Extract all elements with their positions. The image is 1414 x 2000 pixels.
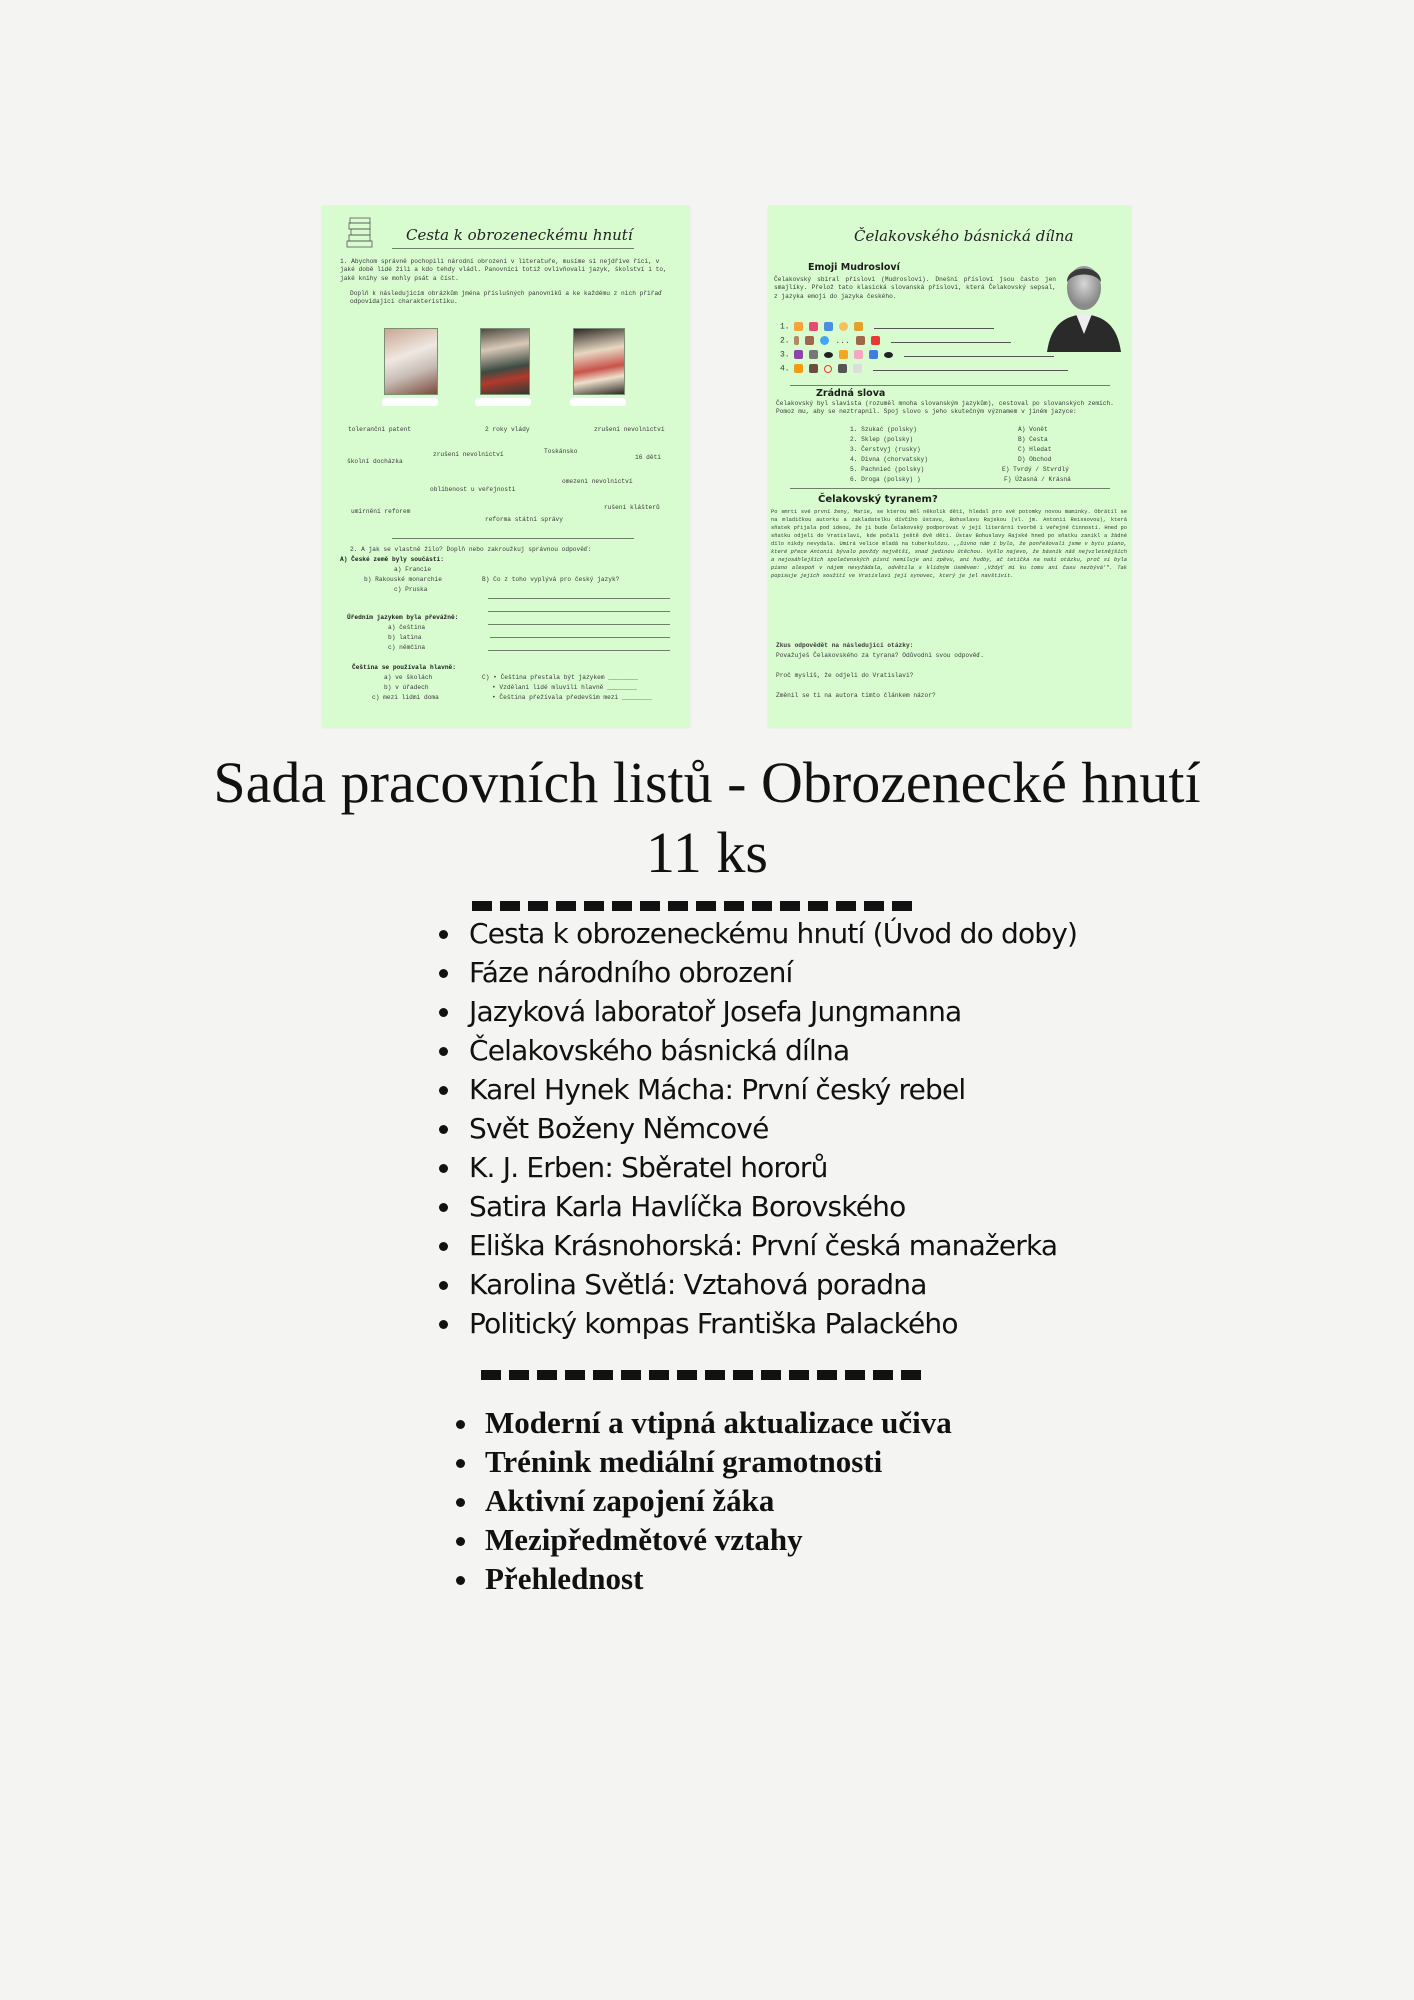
list-item: • Karolina Světlá: Vztahová poradna bbox=[463, 1265, 1077, 1304]
question-official-label: Úředním jazykem byla převážně: bbox=[347, 614, 459, 621]
list-item: • Satira Karla Havlíčka Borovského bbox=[463, 1187, 1077, 1226]
emoji-proverb-row: 1. bbox=[780, 322, 994, 333]
questions-heading: Zkus odpovědět na následující otázky: bbox=[776, 642, 914, 649]
word-left: 6. Droga (polsky) ) bbox=[850, 476, 921, 483]
list-item: • Cesta k obrozeneckému hnutí (Úvod do doby) bbox=[463, 914, 1077, 953]
word-left: 2. Sklep (polsky) bbox=[850, 436, 914, 443]
characteristic-chip: Toskánsko bbox=[544, 448, 578, 455]
list-item: • K. J. Erben: Sběratel hororů bbox=[463, 1148, 1077, 1187]
question-b-label: B) Co z toho vyplývá pro český jazyk? bbox=[482, 576, 620, 583]
question: Změnil se ti na autora tímto článkem názor? bbox=[776, 692, 936, 699]
worksheet-preview-left bbox=[322, 206, 690, 728]
dashed-divider bbox=[481, 1370, 921, 1380]
celakovsky-portrait bbox=[1043, 254, 1125, 352]
worksheet-preview-right bbox=[768, 206, 1131, 728]
title-line-1: Sada pracovních listů - Obrozenecké hnutí bbox=[213, 750, 1201, 815]
title-line-2: 11 ks bbox=[646, 820, 768, 885]
option[interactable]: c) mezi lidmi doma bbox=[372, 694, 439, 701]
list-item: • Mezipředmětové vztahy bbox=[481, 1520, 952, 1559]
list-item: • Politický kompas Františka Palackého bbox=[463, 1304, 1077, 1343]
emoji-proverb-row: 3. bbox=[780, 350, 1054, 361]
task2-text: 2. A jak se vlastně žilo? Doplň nebo zakroužkuj správnou odpověď: bbox=[350, 546, 592, 553]
section-heading-false-friends: Zrádná slova bbox=[816, 388, 886, 399]
name-blank bbox=[570, 398, 626, 406]
section3-text: Po smrti své první ženy, Marie, se kterou měl několik dětí, hledal pro své potomky novou maminky. Obrátil se na mladičkou autorku a zakladatelku dívčího ústavu, Bohuslavu Rajskou (vl. jm. Antonii Reissovou), která sňatek přijala pod ideou, že ji bude Čelakovský podporovat v její literární tvorbě i veřejné činnosti. Hned po sňatku odjeli do Vratislavi, kde počali ještě dvě děti. Ústav Bohuslavy Rajské hned po sňatku zanikl a žádné dílo nikdy nevydala. Umírá velice mladá na tuberkulózu. ,,Divno nám i bylo, že ponřešovali jsme v bytu piano, které přece Antonii bývalo povždy největší, snad jedinou útěchou. Vyšlo najevo, že básník náš nejvzletnějších a nejosáhlejších společenských písní nemiluje ani zpěvu, ani hudby, ač tetička na naši otázku, proč si byla piano alespoň v nájem nevyžádala, odvětila s klidným úsměvem: ,Vždyť mi ku tomu ani času nezbývá'". Tak popisuje jejich soužití ve Vratislavi její synovec, který je jel navštívit. bbox=[771, 509, 1127, 579]
characteristic-chip: reforma státní správy bbox=[485, 516, 563, 523]
option[interactable]: c) němčina bbox=[388, 644, 426, 651]
option[interactable]: a) ve školách bbox=[384, 674, 433, 681]
characteristic-chip: zrušení nevolnictví bbox=[433, 451, 504, 458]
question: Považuješ Čelakovského za tyrana? Odůvodni svou odpověď. bbox=[776, 652, 984, 659]
name-blank bbox=[475, 398, 531, 406]
word-left: 5. Pachnieć (polsky) bbox=[850, 466, 925, 473]
page-title bbox=[0, 748, 1414, 888]
section-heading-tyrant: Čelakovský tyranem? bbox=[818, 494, 938, 505]
dashed-divider bbox=[472, 901, 912, 911]
word-right: B) Cesta bbox=[1018, 436, 1048, 443]
word-right: E) Tvrdý / Stvrdlý bbox=[1002, 466, 1069, 473]
books-stack-icon bbox=[346, 216, 374, 250]
portrait-joseph-ii bbox=[480, 328, 530, 395]
worksheet-topics-list bbox=[430, 914, 1077, 1343]
list-item: • Eliška Krásnohorská: První česká manažerka bbox=[463, 1226, 1077, 1265]
characteristic-chip: 2 roky vlády bbox=[485, 426, 530, 433]
option[interactable]: a) čeština bbox=[388, 624, 426, 631]
word-right: C) Hledat bbox=[1018, 446, 1052, 453]
option[interactable]: c) Pruska bbox=[394, 586, 428, 593]
portrait-leopold-ii bbox=[573, 328, 625, 395]
word-left: 4. Divna (chorvatsky) bbox=[850, 456, 928, 463]
list-item: • Moderní a vtipná aktualizace učiva bbox=[481, 1403, 952, 1442]
option[interactable]: a) Francie bbox=[394, 566, 432, 573]
question-c-item: • Čeština přežívala především mezi ________ bbox=[492, 694, 652, 701]
question-c-item: • Vzdělaní lidé mluvili hlavně ________ bbox=[492, 684, 637, 691]
name-blank bbox=[382, 398, 438, 406]
features-list bbox=[448, 1403, 952, 1598]
list-item: • Karel Hynek Mácha: První český rebel bbox=[463, 1070, 1077, 1109]
list-item: • Fáze národního obrození bbox=[463, 953, 1077, 992]
characteristic-chip: toleranční patent bbox=[348, 426, 412, 433]
word-left: 3. Čerstvyj (rusky) bbox=[850, 446, 921, 453]
list-item: • Trénink mediální gramotnosti bbox=[481, 1442, 952, 1481]
list-item: • Jazyková laboratoř Josefa Jungmanna bbox=[463, 992, 1077, 1031]
word-right: A) Vonět bbox=[1018, 426, 1048, 433]
emoji-proverb-row: 2. ... bbox=[780, 336, 1011, 347]
list-item: • Přehlednost bbox=[481, 1559, 952, 1598]
word-left: 1. Szukać (polsky) bbox=[850, 426, 917, 433]
task1-instruction: Doplň k následujícím obrázkům jména příslušných panovníků a ke každému z nich přiřaď odpovídající charakteristiku. bbox=[350, 290, 662, 306]
characteristic-chip: zrušení nevolnictví bbox=[594, 426, 665, 433]
worksheet-title: Cesta k obrozeneckému hnutí bbox=[406, 226, 633, 244]
question: Proč myslíš, že odjeli do Vratislavi? bbox=[776, 672, 914, 679]
option[interactable]: b) Rakouské monarchie bbox=[364, 576, 442, 583]
characteristic-chip: oblíbenost u veřejnosti bbox=[430, 486, 516, 493]
question-used-label: Čeština se používala hlavně: bbox=[352, 664, 456, 671]
portrait-maria-theresa bbox=[384, 328, 438, 395]
section-heading-emoji: Emoji Mudrosloví bbox=[808, 262, 900, 273]
characteristic-chip: rušení klášterů bbox=[604, 504, 660, 511]
characteristic-chip: omezení nevolnictví bbox=[562, 478, 633, 485]
characteristic-chip: umírnění reforem bbox=[351, 508, 411, 515]
option[interactable]: b) v úřadech bbox=[384, 684, 429, 691]
list-item: • Aktivní zapojení žáka bbox=[481, 1481, 952, 1520]
word-right: F) Úžasná / Krásná bbox=[1004, 476, 1071, 483]
task1-text: 1. Abychom správně pochopili národní obrození v literatuře, musíme si nejdříve říci, v jaké době lidé žili a kdo tehdy vládl. Panovníci totiž ovlivňovali jazyk, školství i to, jaké knihy se mohly psát a číst. bbox=[340, 258, 667, 282]
worksheet-title: Čelakovského básnická dílna bbox=[854, 227, 1074, 245]
section1-text: Čelakovský sbíral přísloví (Mudrosloví). Dnešní přísloví jsou často jen smajlíky. Přelož tato klasická slovanská přísloví, která Čelakovský sepsal, z jazyka emoji do jazyka českého. bbox=[774, 276, 1056, 300]
characteristic-chip: 16 dětí bbox=[635, 454, 661, 461]
word-right: D) Obchod bbox=[1018, 456, 1052, 463]
option[interactable]: b) latina bbox=[388, 634, 422, 641]
question-c-item: C) • Čeština přestala být jazykem ________ bbox=[482, 674, 638, 681]
list-item: • Svět Boženy Němcové bbox=[463, 1109, 1077, 1148]
list-item: • Čelakovského básnická dílna bbox=[463, 1031, 1077, 1070]
emoji-proverb-row: 4. bbox=[780, 364, 1068, 375]
section2-text: Čelakovský byl slavista (rozuměl mnoha slovanským jazykům), cestoval po slovanských zemích. Pomoz mu, aby se neztrapnil. Spoj slovo s jeho skutečným významem v jiném jazyce: bbox=[776, 400, 1114, 416]
characteristic-chip: školní docházka bbox=[347, 458, 403, 465]
question-a-label: A) České země byly součástí: bbox=[340, 556, 444, 563]
